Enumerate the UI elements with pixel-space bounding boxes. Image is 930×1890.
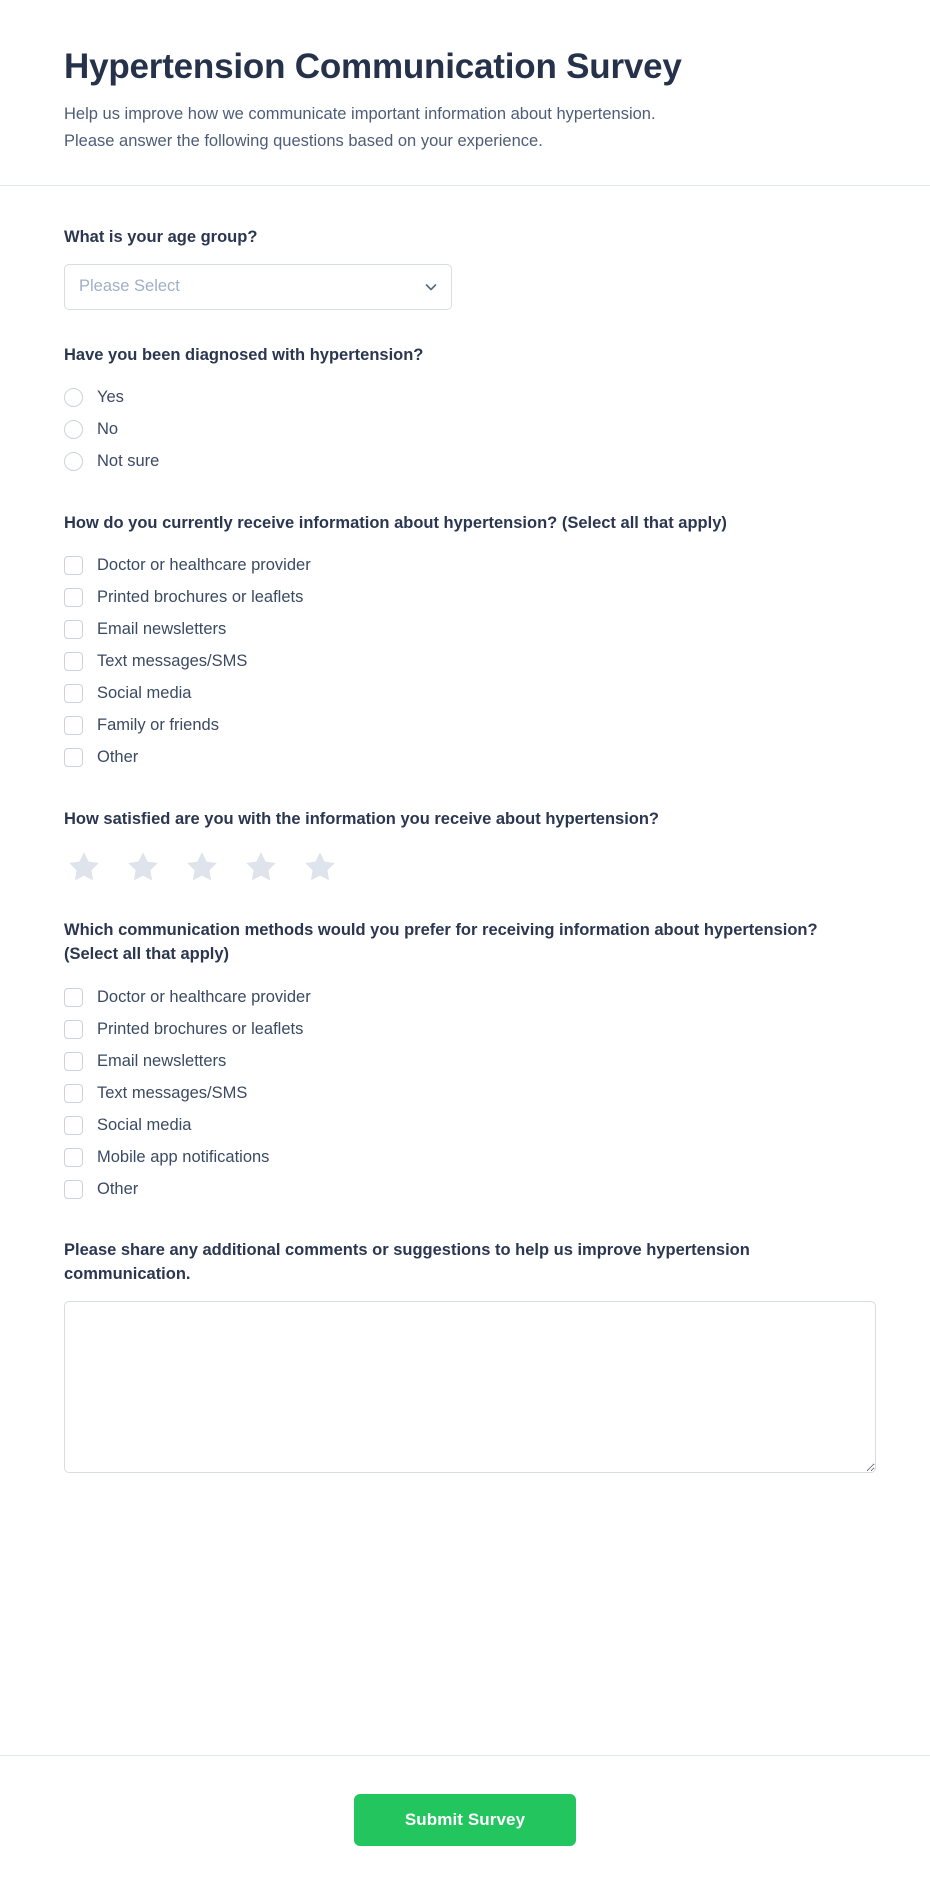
checkbox-label: Social media (97, 684, 192, 703)
checkbox-preferred-email[interactable] (64, 1045, 226, 1077)
checkbox-label: Email newsletters (97, 620, 227, 639)
age-group-select[interactable] (64, 264, 452, 310)
question-satisfaction (64, 808, 866, 886)
question-comments-label: Please share any additional comments or suggestions to help us improve hypertension communication. (64, 1241, 750, 1284)
radio-option-label: Not sure (97, 452, 160, 471)
checkbox-label: Other (97, 1180, 139, 1199)
age-group-select-value: Please Select (79, 277, 180, 296)
checkbox-current-sms[interactable] (64, 646, 247, 678)
checkbox-current-family[interactable] (64, 710, 219, 742)
checkbox-preferred-social[interactable] (64, 1109, 191, 1141)
question-current-channels (64, 512, 866, 774)
checkbox-label: Printed brochures or leaflets (97, 1020, 304, 1039)
star-icon-5[interactable] (302, 849, 338, 885)
radio-option-not-sure[interactable] (64, 446, 159, 478)
diagnosed-radio-group (64, 382, 866, 478)
question-comments (64, 1239, 866, 1473)
question-preferred-channels-label: Which communication methods would you prefer for receiving information about hypertension? (Select all that apply) (64, 921, 818, 964)
checkbox-current-brochures[interactable] (64, 582, 303, 614)
radio-circle-icon (64, 420, 83, 439)
checkbox-label: Text messages/SMS (97, 652, 248, 671)
checkbox-label: Email newsletters (97, 1052, 227, 1071)
survey-description-line-1: Help us improve how we communicate important information about hypertension. (64, 105, 656, 124)
radio-circle-icon (64, 388, 83, 407)
radio-option-label: No (97, 420, 119, 439)
survey-description (64, 101, 864, 154)
satisfaction-star-rating (66, 845, 866, 885)
checkbox-current-email[interactable] (64, 614, 226, 646)
preferred-channels-checkbox-group (64, 981, 866, 1205)
checkbox-label: Other (97, 748, 139, 767)
checkbox-label: Family or friends (97, 716, 219, 735)
checkbox-label: Mobile app notifications (97, 1148, 270, 1167)
question-diagnosed (64, 344, 866, 478)
comments-textarea[interactable] (64, 1301, 876, 1473)
star-icon-2[interactable] (125, 849, 161, 885)
checkbox-label: Text messages/SMS (97, 1084, 248, 1103)
checkbox-square-icon (64, 620, 83, 639)
checkbox-preferred-doctor[interactable] (64, 981, 311, 1013)
star-icon-4[interactable] (243, 849, 279, 885)
checkbox-square-icon (64, 748, 83, 767)
checkbox-current-social[interactable] (64, 678, 191, 710)
star-icon-1[interactable] (66, 849, 102, 885)
question-age-group (64, 226, 866, 310)
age-group-select-wrapper (64, 264, 452, 310)
checkbox-square-icon (64, 1020, 83, 1039)
star-icon-3[interactable] (184, 849, 220, 885)
checkbox-square-icon (64, 1084, 83, 1103)
checkbox-label: Social media (97, 1116, 192, 1135)
checkbox-preferred-brochures[interactable] (64, 1013, 303, 1045)
checkbox-label: Printed brochures or leaflets (97, 588, 304, 607)
checkbox-square-icon (64, 1180, 83, 1199)
survey-body (0, 186, 930, 1721)
checkbox-current-doctor[interactable] (64, 550, 311, 582)
checkbox-label: Doctor or healthcare provider (97, 556, 311, 575)
survey-header (0, 0, 930, 186)
checkbox-square-icon (64, 652, 83, 671)
checkbox-square-icon (64, 716, 83, 735)
page-title: Hypertension Communication Survey (64, 47, 682, 86)
checkbox-square-icon (64, 1116, 83, 1135)
question-satisfaction-label: How satisfied are you with the information you receive about hypertension? (64, 809, 660, 828)
survey-description-line-2: Please answer the following questions based on your experience. (64, 132, 543, 151)
checkbox-square-icon (64, 588, 83, 607)
survey-footer (0, 1755, 930, 1890)
question-age-group-label: What is your age group? (64, 227, 258, 246)
question-preferred-channels (64, 919, 866, 1205)
checkbox-square-icon (64, 988, 83, 1007)
checkbox-square-icon (64, 1148, 83, 1167)
radio-option-yes[interactable] (64, 382, 124, 414)
checkbox-preferred-other[interactable] (64, 1173, 138, 1205)
radio-option-no[interactable] (64, 414, 118, 446)
checkbox-preferred-sms[interactable] (64, 1077, 247, 1109)
checkbox-square-icon (64, 556, 83, 575)
question-diagnosed-label: Have you been diagnosed with hypertension? (64, 345, 424, 364)
checkbox-preferred-mobile-app[interactable] (64, 1141, 269, 1173)
current-channels-checkbox-group (64, 550, 866, 774)
checkbox-label: Doctor or healthcare provider (97, 988, 311, 1007)
checkbox-current-other[interactable] (64, 742, 138, 774)
checkbox-square-icon (64, 1052, 83, 1071)
radio-circle-icon (64, 452, 83, 471)
checkbox-square-icon (64, 684, 83, 703)
question-current-channels-label: How do you currently receive information about hypertension? (Select all that apply) (64, 513, 727, 532)
radio-option-label: Yes (97, 388, 124, 407)
submit-survey-button[interactable]: Submit Survey (354, 1794, 576, 1846)
